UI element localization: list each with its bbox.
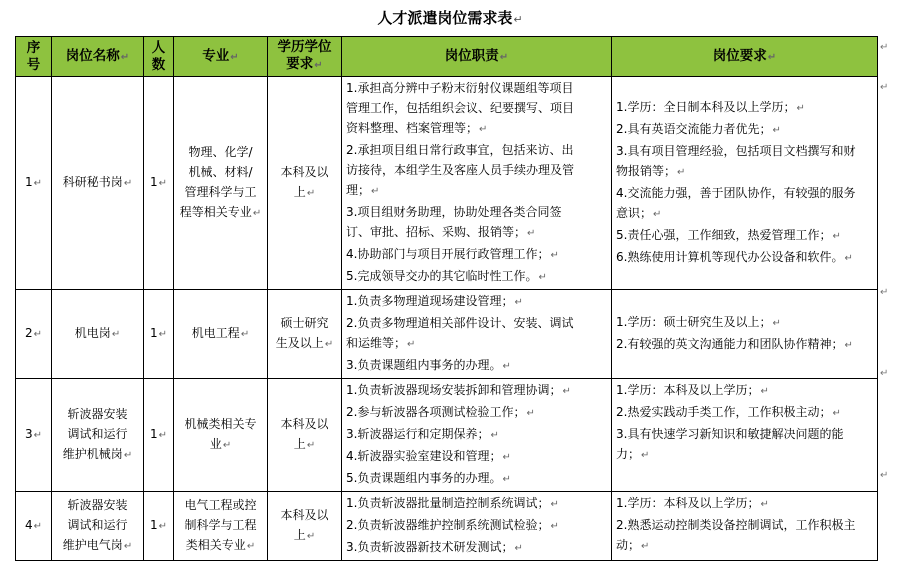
cell-job-name (52, 77, 144, 290)
header-degree-line: 学历学位 (277, 39, 332, 55)
header-major (174, 37, 268, 77)
cell-count (144, 492, 174, 561)
paragraph-mark-icon: ↵ (844, 253, 853, 264)
cell-seq (16, 492, 52, 561)
duty-line (346, 180, 607, 202)
row-end-mark-icon: ↵ (880, 470, 889, 481)
cell-degree-line: 硕士研究 (280, 316, 329, 330)
header-degree (268, 37, 342, 77)
header-seq-line: 序 (26, 39, 41, 56)
cell-degree (268, 290, 342, 379)
cell-duties (342, 77, 612, 290)
cell-job-name-line-text: 维护机械岗 (62, 447, 123, 461)
header-job-name-text: 岗位名称 (65, 47, 120, 64)
paragraph-mark-icon: ↵ (230, 51, 239, 63)
duty-line (346, 118, 607, 140)
paragraph-mark-icon: ↵ (760, 499, 769, 510)
paragraph-mark-icon: ↵ (550, 521, 559, 532)
duty-line (346, 515, 607, 537)
duty-line (346, 291, 607, 313)
header-count-line: 数 (151, 56, 166, 73)
paragraph-mark-icon: ↵ (371, 186, 380, 197)
row-end-mark-icon: ↵ (880, 42, 889, 53)
header-seq (16, 37, 52, 77)
requirement-line: 3.具有快速学习新知识和敏捷解决问题的能 (616, 427, 844, 441)
requirement-line (616, 225, 873, 247)
duty-line (346, 424, 607, 446)
requirement-line-text: 意识； (616, 206, 653, 220)
cell-requirements (612, 77, 878, 290)
table-row (16, 290, 878, 379)
paragraph-mark-icon: ↵ (641, 541, 650, 552)
duty-line-text: 5.负责课题组内事务的办理。 (346, 471, 502, 485)
paragraph-mark-icon: ↵ (653, 209, 662, 220)
cell-job-name-line: 斩波器安装 (67, 498, 128, 512)
duty-line-text: 1.负责多物理道现场建设管理； (346, 294, 514, 308)
requirement-line (616, 334, 873, 356)
requirement-line (616, 203, 873, 225)
cell-job-name-line (56, 444, 139, 466)
cell-seq-text: 2 (24, 326, 33, 340)
paragraph-mark-icon: ↵ (314, 60, 323, 71)
paragraph-mark-icon: ↵ (158, 521, 168, 532)
paragraph-mark-icon: ↵ (490, 430, 499, 441)
paragraph-mark-icon: ↵ (120, 51, 130, 63)
paragraph-mark-icon: ↵ (526, 408, 535, 419)
duty-line-text: 1.负责斩波器现场安装拆卸和管理协调； (346, 383, 562, 397)
cell-duties (342, 379, 612, 492)
cell-major-line (178, 202, 263, 224)
cell-degree-line (272, 525, 337, 547)
row-end-mark-icon: ↵ (880, 287, 889, 298)
requirement-line-text: 动； (616, 538, 641, 552)
paragraph-mark-icon: ↵ (222, 440, 232, 451)
requirement-line-text: 物报销等； (616, 164, 677, 178)
duty-line: 访接待，本组学生及客座人员手续办理及管 (346, 163, 575, 177)
cell-requirements (612, 492, 878, 561)
requirement-line-text: 1.学历：本科及以上学历； (616, 383, 760, 397)
paragraph-mark-icon: ↵ (514, 297, 523, 308)
paragraph-mark-icon: ↵ (527, 228, 536, 239)
requirement-line-text: 2.热爱实践动手类工作，工作积极主动； (616, 405, 832, 419)
duty-line: 管理工作，包括组织会议、纪要撰写、项目 (346, 101, 575, 115)
cell-major (174, 379, 268, 492)
cell-degree-line-text: 上 (293, 185, 306, 199)
cell-count-text: 1 (149, 175, 158, 189)
paragraph-mark-icon: ↵ (158, 178, 168, 189)
cell-major-line: 机械、材料/ (188, 165, 253, 179)
requirement-line (616, 380, 873, 402)
header-count (144, 37, 174, 77)
cell-degree-line: 本科及以 (280, 417, 329, 431)
duty-line: 3.项目组财务助理，协助处理各类合同签 (346, 205, 562, 219)
header-major-text: 专业 (202, 47, 230, 64)
job-requirements-table (15, 36, 878, 561)
paragraph-mark-icon: ↵ (123, 541, 133, 552)
paragraph-mark-icon: ↵ (252, 208, 262, 219)
duty-line-text: 订、审批、招标、采购、报销等； (346, 225, 527, 239)
paragraph-mark-icon: ↵ (158, 329, 168, 340)
requirement-line (616, 402, 873, 424)
requirement-line-text: 5.责任心强，工作细致，热爱管理工作； (616, 228, 832, 242)
cell-major-text: 机电工程 (191, 326, 240, 340)
paragraph-mark-icon: ↵ (33, 521, 43, 532)
paragraph-mark-icon: ↵ (499, 51, 509, 63)
paragraph-mark-icon: ↵ (772, 125, 781, 136)
cell-job-name-text: 科研秘书岗 (62, 175, 123, 189)
header-degree-line-text: 要求 (286, 56, 314, 72)
cell-seq-text: 4 (24, 518, 33, 532)
cell-count-text: 1 (149, 518, 158, 532)
cell-job-name (52, 492, 144, 561)
cell-major-line: 机械类相关专 (184, 417, 257, 431)
duty-line: 2.承担项目组日常行政事宜，包括来访、出 (346, 143, 574, 157)
cell-degree-line-text: 上 (293, 528, 306, 542)
cell-major-line (178, 535, 263, 557)
paragraph-mark-icon: ↵ (760, 386, 769, 397)
duty-line (346, 333, 607, 355)
requirement-line-text: 1.学历：本科及以上学历； (616, 496, 760, 510)
paragraph-mark-icon: ↵ (767, 51, 777, 63)
paragraph-mark-icon: ↵ (324, 339, 334, 350)
table-row (16, 379, 878, 492)
requirement-line-text: 6.熟练使用计算机等现代办公设备和软件。 (616, 250, 844, 264)
paragraph-mark-icon: ↵ (502, 452, 511, 463)
requirement-line (616, 493, 873, 515)
requirement-line (616, 535, 873, 557)
cell-seq (16, 379, 52, 492)
cell-job-name-line: 调试和运行 (67, 427, 128, 441)
paragraph-mark-icon: ↵ (772, 318, 781, 329)
paragraph-mark-icon: ↵ (513, 13, 523, 26)
paragraph-mark-icon: ↵ (832, 408, 841, 419)
cell-degree-line: 本科及以 (280, 508, 329, 522)
requirement-line (616, 312, 873, 334)
cell-major (174, 77, 268, 290)
paragraph-mark-icon: ↵ (306, 531, 316, 542)
requirement-line-text: 2.具有英语交流能力者优先； (616, 122, 772, 136)
requirement-line: 3.具有项目管理经验，包括项目文档撰写和财 (616, 144, 856, 158)
duty-line-text: 3.负责斩波器新技术研发测试； (346, 540, 514, 554)
duty-line (346, 446, 607, 468)
duty-line (346, 402, 607, 424)
paragraph-mark-icon: ↵ (306, 188, 316, 199)
table-header-row (16, 37, 878, 77)
paragraph-mark-icon: ↵ (33, 430, 43, 441)
paragraph-mark-icon: ↵ (479, 124, 488, 135)
cell-job-name-line-text: 维护电气岗 (62, 538, 123, 552)
duty-line: 2.负责多物理道相关部件设计、安装、调试 (346, 316, 574, 330)
duty-line-text: 5.完成领导交办的其它临时性工作。 (346, 269, 538, 283)
paragraph-mark-icon: ↵ (158, 430, 168, 441)
cell-degree-line (272, 434, 337, 456)
duty-line-text: 理； (346, 183, 371, 197)
header-degree-line (270, 56, 339, 74)
cell-major (174, 290, 268, 379)
paragraph-mark-icon: ↵ (246, 541, 256, 552)
paragraph-mark-icon: ↵ (844, 340, 853, 351)
requirement-line-text: 1.学历：全日制本科及以上学历； (616, 100, 796, 114)
requirement-line (616, 97, 873, 119)
requirement-line-text: 2.有较强的英文沟通能力和团队协作精神； (616, 337, 844, 351)
paragraph-mark-icon: ↵ (562, 386, 571, 397)
paragraph-mark-icon: ↵ (641, 450, 650, 461)
header-requirements-text: 岗位要求 (712, 47, 767, 64)
cell-count (144, 290, 174, 379)
document-title (0, 6, 900, 32)
paragraph-mark-icon: ↵ (502, 474, 511, 485)
cell-degree (268, 77, 342, 290)
cell-job-name (52, 290, 144, 379)
paragraph-mark-icon: ↵ (514, 543, 523, 554)
cell-major-line: 制科学与工程 (184, 518, 257, 532)
cell-major-line-text: 业 (209, 437, 222, 451)
cell-count (144, 77, 174, 290)
duty-line-text: 资料整理、档案管理等； (346, 121, 479, 135)
duty-line: 1.承担高分辨中子粉末衍射仪课题组等项目 (346, 81, 574, 95)
table-row (16, 77, 878, 290)
duty-line (346, 537, 607, 559)
cell-major-line-text: 类相关专业 (185, 538, 246, 552)
requirement-line: 4.交流能力强，善于团队协作，有较强的服务 (616, 186, 856, 200)
duty-line-text: 4.协助部门与项目开展行政管理工作； (346, 247, 550, 261)
cell-degree (268, 379, 342, 492)
requirement-line-text: 力； (616, 447, 641, 461)
requirement-line: 2.熟悉运动控制类设备控制调试，工作积极主 (616, 518, 856, 532)
cell-seq-text: 1 (24, 175, 33, 189)
cell-degree-line (272, 182, 337, 204)
paragraph-mark-icon: ↵ (502, 361, 511, 372)
cell-major-line-text: 程等相关专业 (179, 205, 252, 219)
cell-degree-line-text: 生及以上 (275, 336, 324, 350)
header-requirements (612, 37, 878, 77)
duty-line-text: 3.负责课题组内事务的办理。 (346, 358, 502, 372)
duty-line (346, 355, 607, 377)
cell-job-name-text: 机电岗 (74, 326, 111, 340)
requirement-line (616, 247, 873, 269)
paragraph-mark-icon: ↵ (796, 103, 805, 114)
header-duties-text: 岗位职责 (444, 47, 499, 64)
duty-line (346, 222, 607, 244)
paragraph-mark-icon: ↵ (677, 167, 686, 178)
paragraph-mark-icon: ↵ (33, 178, 43, 189)
paragraph-mark-icon: ↵ (111, 329, 121, 340)
paragraph-mark-icon: ↵ (550, 250, 559, 261)
row-end-mark-icon: ↵ (880, 368, 889, 379)
table-row (16, 492, 878, 561)
cell-degree (268, 492, 342, 561)
duty-line-text: 3.斩波器运行和定期保养； (346, 427, 490, 441)
cell-seq (16, 77, 52, 290)
paragraph-mark-icon: ↵ (33, 329, 43, 340)
document-title-text: 人才派遣岗位需求表 (377, 9, 513, 27)
cell-seq (16, 290, 52, 379)
duty-line-text: 4.斩波器实验室建设和管理； (346, 449, 502, 463)
header-duties (342, 37, 612, 77)
header-count-line: 人 (151, 39, 166, 56)
requirement-line-text: 1.学历：硕士研究生及以上； (616, 315, 772, 329)
cell-degree-line (272, 333, 337, 355)
cell-major-line (178, 434, 263, 456)
cell-count-text: 1 (149, 326, 158, 340)
cell-duties (342, 492, 612, 561)
cell-major (174, 492, 268, 561)
cell-job-name-line: 调试和运行 (67, 518, 128, 532)
paragraph-mark-icon: ↵ (240, 329, 250, 340)
duty-line (346, 493, 607, 515)
paragraph-mark-icon: ↵ (407, 339, 416, 350)
duty-line-text: 1.负责斩波器批量制造控制系统调试； (346, 496, 550, 510)
cell-duties (342, 290, 612, 379)
header-job-name (52, 37, 144, 77)
cell-count-text: 1 (149, 427, 158, 441)
requirement-line (616, 119, 873, 141)
duty-line-text: 和运维等； (346, 336, 407, 350)
cell-requirements (612, 379, 878, 492)
cell-count (144, 379, 174, 492)
row-end-mark-icon: ↵ (880, 82, 889, 93)
paragraph-mark-icon: ↵ (550, 499, 559, 510)
header-seq-line: 号 (26, 56, 41, 73)
cell-major-line: 物理、化学/ (188, 145, 253, 159)
paragraph-mark-icon: ↵ (123, 178, 133, 189)
cell-major-line: 电气工程或控 (184, 498, 257, 512)
duty-line (346, 266, 607, 288)
requirement-line (616, 444, 873, 466)
cell-seq-text: 3 (24, 427, 33, 441)
paragraph-mark-icon: ↵ (123, 450, 133, 461)
duty-line (346, 244, 607, 266)
cell-major-line: 管理科学与工 (184, 185, 257, 199)
duty-line-text: 2.参与斩波器各项测试检验工作； (346, 405, 526, 419)
cell-degree-line: 本科及以 (280, 165, 329, 179)
paragraph-mark-icon: ↵ (538, 272, 547, 283)
requirement-line (616, 161, 873, 183)
paragraph-mark-icon: ↵ (306, 440, 316, 451)
cell-requirements (612, 290, 878, 379)
cell-degree-line-text: 上 (293, 437, 306, 451)
duty-line (346, 380, 607, 402)
paragraph-mark-icon: ↵ (832, 231, 841, 242)
cell-job-name-line (56, 535, 139, 557)
duty-line (346, 468, 607, 490)
cell-job-name (52, 379, 144, 492)
cell-job-name-line: 斩波器安装 (67, 407, 128, 421)
duty-line-text: 2.负责斩波器维护控制系统测试检验； (346, 518, 550, 532)
